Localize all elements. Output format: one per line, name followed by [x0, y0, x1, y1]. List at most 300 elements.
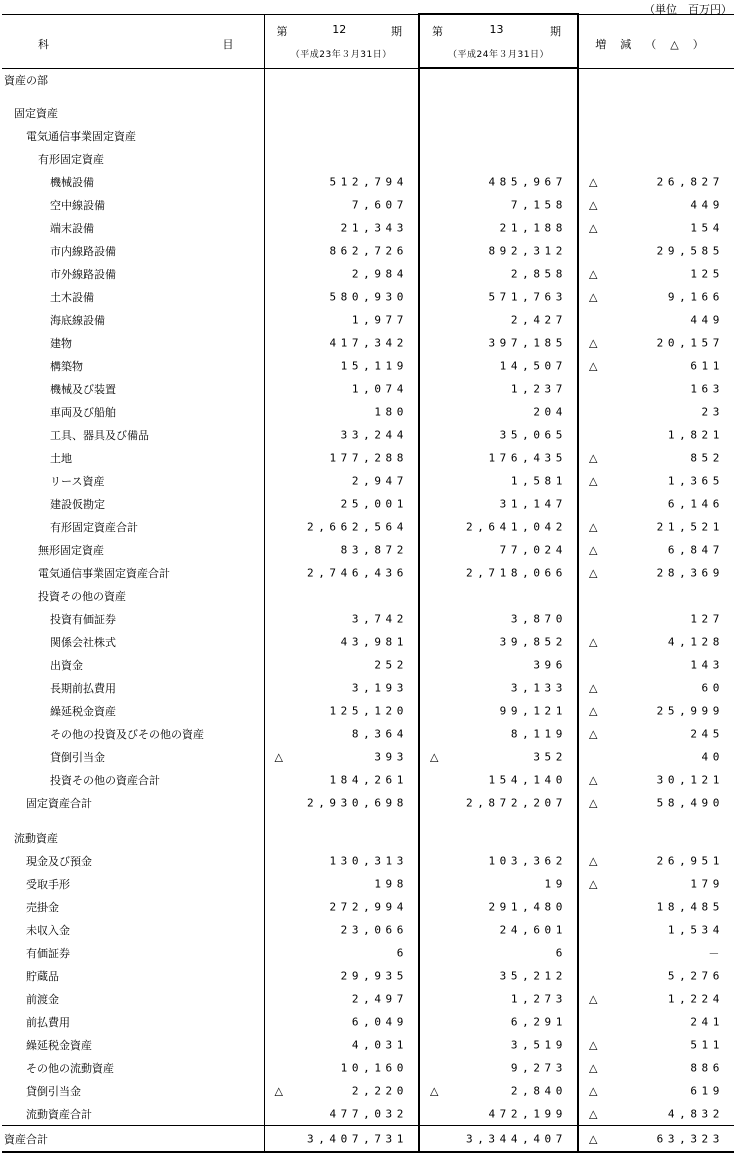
- spacer-cell: [264, 92, 419, 101]
- negative-mark: △: [589, 566, 598, 579]
- cell-value: 2,427: [510, 313, 567, 326]
- cell-value: 19: [544, 877, 567, 890]
- row-label: [2, 193, 264, 216]
- table-row: [2, 124, 734, 147]
- change-value: [578, 791, 734, 814]
- row-label: [2, 918, 264, 941]
- table-row: [2, 987, 734, 1010]
- cell-value: 291,480: [488, 900, 567, 913]
- change-value: [578, 124, 734, 147]
- change-value: [578, 147, 734, 170]
- period-12-value: [264, 285, 419, 308]
- cell-value: 143: [690, 658, 724, 671]
- negative-mark: △: [589, 267, 598, 280]
- cell-value: 6,146: [667, 497, 724, 510]
- spacer-cell: [578, 814, 734, 826]
- change-value: [578, 1102, 734, 1126]
- row-label-text: 未収入金: [26, 923, 70, 937]
- change-value: [578, 1010, 734, 1033]
- table-row: [2, 492, 734, 515]
- row-label-text: 固定資産: [14, 106, 58, 120]
- total-row: [2, 1126, 734, 1153]
- table-row: [2, 354, 734, 377]
- cell-value: 176,435: [488, 451, 567, 464]
- row-label-text: 電気通信事業固定資産合計: [38, 566, 170, 580]
- cell-value: 179: [690, 877, 724, 890]
- period-13-value: [419, 377, 578, 400]
- row-label-text: 貸倒引当金: [26, 1084, 81, 1098]
- period-12-value: [264, 515, 419, 538]
- row-label-text: 固定資産合計: [26, 796, 92, 810]
- row-label-text: 海底線設備: [50, 313, 105, 327]
- cell-value: 3,407,731: [306, 1132, 408, 1145]
- row-label-text: 建物: [50, 336, 72, 350]
- period-13-value: [419, 1079, 578, 1102]
- total-period-12: [264, 1126, 419, 1153]
- header-row: [2, 14, 734, 68]
- period-12-value: [264, 446, 419, 469]
- cell-value: 60: [701, 681, 724, 694]
- spacer-cell: [264, 814, 419, 826]
- balance-sheet-table: [2, 13, 734, 1153]
- period-12-value: [264, 1010, 419, 1033]
- total-label-text: 資産合計: [4, 1132, 48, 1146]
- change-value: [578, 607, 734, 630]
- spacer-cell: [419, 92, 578, 101]
- period-12-value: [264, 791, 419, 814]
- period-12-value: [264, 561, 419, 584]
- row-label: [2, 849, 264, 872]
- p13-date: （平成24年３月31日）: [448, 50, 549, 60]
- change-value: [578, 377, 734, 400]
- change-value: [578, 584, 734, 607]
- cell-value: 4,832: [667, 1107, 724, 1120]
- cell-value: 21,521: [656, 520, 724, 533]
- table-row: [2, 676, 734, 699]
- cell-value: 241: [690, 1015, 724, 1028]
- period-12-value: [264, 849, 419, 872]
- row-label: [2, 68, 264, 92]
- period-12-value: [264, 538, 419, 561]
- change-value: [578, 676, 734, 699]
- cell-value: 272,994: [329, 900, 408, 913]
- cell-value: 184,261: [329, 773, 408, 786]
- table-row: [2, 849, 734, 872]
- row-label: [2, 987, 264, 1010]
- table-row: [2, 262, 734, 285]
- table-row: [2, 1102, 734, 1126]
- period-13-value: [419, 918, 578, 941]
- negative-mark: △: [589, 1061, 598, 1074]
- negative-mark: △: [589, 854, 598, 867]
- negative-mark: △: [589, 221, 598, 234]
- table-row: [2, 584, 734, 607]
- table-row: [2, 1056, 734, 1079]
- p13-ki: 期: [550, 25, 561, 38]
- cell-value: 611: [690, 359, 724, 372]
- cell-value: 352: [533, 750, 567, 763]
- cell-value: 396: [533, 658, 567, 671]
- period-13-value: [419, 446, 578, 469]
- cell-value: 2,947: [351, 474, 408, 487]
- row-label: [2, 262, 264, 285]
- cell-value: 2,718,066: [465, 566, 567, 579]
- period-13-value: [419, 354, 578, 377]
- period-13-value: [419, 791, 578, 814]
- row-label-text: 出資金: [50, 658, 83, 672]
- cell-value: 5,276: [667, 969, 724, 982]
- negative-mark: △: [589, 1038, 598, 1051]
- cell-value: 58,490: [656, 796, 724, 809]
- row-label-text: 空中線設備: [50, 198, 105, 212]
- row-label-text: その他の投資及びその他の資産: [50, 727, 204, 741]
- change-value: [578, 872, 734, 895]
- cell-value: 180: [374, 405, 408, 418]
- total-label: [2, 1126, 264, 1153]
- table-row: [2, 653, 734, 676]
- cell-value: 29,585: [656, 244, 724, 257]
- period-13-value: [419, 895, 578, 918]
- table-row: [2, 630, 734, 653]
- change-value: [578, 630, 734, 653]
- table-row: [2, 561, 734, 584]
- period-12-value: [264, 377, 419, 400]
- row-label: [2, 826, 264, 849]
- period-13-value: [419, 1102, 578, 1126]
- period-12-value: [264, 68, 419, 92]
- change-value: [578, 400, 734, 423]
- cell-value: 245: [690, 727, 724, 740]
- cell-value: 15,119: [340, 359, 408, 372]
- cell-value: 2,662,564: [306, 520, 408, 533]
- row-label: [2, 354, 264, 377]
- cell-value: 21,343: [340, 221, 408, 234]
- row-label-text: 無形固定資産: [38, 543, 104, 557]
- row-label: [2, 101, 264, 124]
- row-label-text: 有形固定資産: [38, 152, 104, 166]
- cell-value: 3,742: [351, 612, 408, 625]
- change-value: [578, 1033, 734, 1056]
- negative-mark: △: [589, 336, 598, 349]
- table-row: [2, 1079, 734, 1102]
- cell-value: 6,291: [510, 1015, 567, 1028]
- row-label-text: 前払費用: [26, 1015, 70, 1029]
- cell-value: 130,313: [329, 854, 408, 867]
- row-label: [2, 147, 264, 170]
- change-value: [578, 826, 734, 849]
- period-13-value: [419, 492, 578, 515]
- cell-value: 7,607: [351, 198, 408, 211]
- row-label-text: 流動資産: [14, 831, 58, 845]
- change-value: [578, 768, 734, 791]
- table-row: [2, 423, 734, 446]
- period-12-value: [264, 1056, 419, 1079]
- table-row: [2, 1033, 734, 1056]
- period-13-value: [419, 1056, 578, 1079]
- negative-mark: △: [589, 543, 598, 556]
- period-12-value: [264, 147, 419, 170]
- row-label: [2, 768, 264, 791]
- row-label: [2, 423, 264, 446]
- cell-value: 580,930: [329, 290, 408, 303]
- cell-value: 862,726: [329, 244, 408, 257]
- cell-value: 6,847: [667, 543, 724, 556]
- change-value: [578, 964, 734, 987]
- table-row: [2, 745, 734, 768]
- row-label-text: 機械及び装置: [50, 382, 116, 396]
- negative-mark: △: [589, 635, 598, 648]
- cell-value: 26,951: [656, 854, 724, 867]
- cell-value: 25,001: [340, 497, 408, 510]
- negative-mark: △: [589, 1084, 598, 1097]
- cell-value: 8,364: [351, 727, 408, 740]
- row-label: [2, 722, 264, 745]
- cell-value: 2,497: [351, 992, 408, 1005]
- period-13-value: [419, 630, 578, 653]
- period-13-value: [419, 147, 578, 170]
- table-row: [2, 607, 734, 630]
- cell-value: 1,581: [510, 474, 567, 487]
- table-row: [2, 814, 734, 826]
- period-13-value: [419, 285, 578, 308]
- period-13-value: [419, 331, 578, 354]
- row-label: [2, 492, 264, 515]
- row-label: [2, 1033, 264, 1056]
- change-value: [578, 745, 734, 768]
- period-12-value: [264, 653, 419, 676]
- period-12-value: [264, 308, 419, 331]
- row-label: [2, 377, 264, 400]
- table-row: [2, 170, 734, 193]
- period-12-value: [264, 1102, 419, 1126]
- period-12-value: [264, 964, 419, 987]
- period-12-value: [264, 872, 419, 895]
- cell-value: 6: [396, 946, 408, 959]
- p12-dai: 第: [276, 24, 288, 38]
- table-row: [2, 941, 734, 964]
- period-12-value: [264, 768, 419, 791]
- cell-value: 3,133: [510, 681, 567, 694]
- row-label-text: 繰延税金資産: [26, 1038, 92, 1052]
- cell-value: 23: [701, 405, 724, 418]
- row-label-text: 端末設備: [50, 221, 94, 235]
- row-label: [2, 1079, 264, 1102]
- cell-value: 892,312: [488, 244, 567, 257]
- period-12-value: [264, 101, 419, 124]
- cell-value: 9,273: [510, 1061, 567, 1074]
- row-label: [2, 630, 264, 653]
- cell-value: 9,166: [667, 290, 724, 303]
- row-label: [2, 331, 264, 354]
- cell-value: 2,858: [510, 267, 567, 280]
- table-row: [2, 331, 734, 354]
- cell-value: 2,984: [351, 267, 408, 280]
- spacer-cell: [419, 814, 578, 826]
- negative-mark: △: [589, 877, 598, 890]
- cell-value: 8,119: [510, 727, 567, 740]
- row-label: [2, 872, 264, 895]
- cell-value: 35,212: [499, 969, 567, 982]
- period-13-value: [419, 515, 578, 538]
- period-13-value: [419, 653, 578, 676]
- cell-value: 472,199: [488, 1107, 567, 1120]
- cell-value: 1,273: [510, 992, 567, 1005]
- table-row: [2, 1010, 734, 1033]
- cell-value: 14,507: [499, 359, 567, 372]
- cell-value: 39,852: [499, 635, 567, 648]
- cell-value: 125: [690, 267, 724, 280]
- row-label-text: 前渡金: [26, 992, 59, 1006]
- row-label-text: 流動資産合計: [26, 1107, 92, 1121]
- table-row: [2, 918, 734, 941]
- row-label-text: 車両及び船舶: [50, 405, 116, 419]
- row-label: [2, 170, 264, 193]
- row-label: [2, 469, 264, 492]
- period-12-value: [264, 630, 419, 653]
- cell-value: 23,066: [340, 923, 408, 936]
- period-12-value: [264, 918, 419, 941]
- row-label-text: 機械設備: [50, 175, 94, 189]
- period-12-value: [264, 1033, 419, 1056]
- period-13-value: [419, 849, 578, 872]
- row-label-text: 工具、器具及び備品: [50, 428, 149, 442]
- cell-value: 2,220: [351, 1084, 408, 1097]
- period-12-value: [264, 492, 419, 515]
- row-label: [2, 216, 264, 239]
- cell-value: 33,244: [340, 428, 408, 441]
- negative-mark: △: [589, 681, 598, 694]
- cell-value: 1,534: [667, 923, 724, 936]
- period-12-value: [264, 193, 419, 216]
- period-13-value: [419, 262, 578, 285]
- period-12-value: [264, 400, 419, 423]
- change-value: [578, 515, 734, 538]
- negative-mark: △: [589, 451, 598, 464]
- table-row: [2, 538, 734, 561]
- row-label-text: 繰延税金資産: [50, 704, 116, 718]
- row-label: [2, 239, 264, 262]
- cell-value: 198: [374, 877, 408, 890]
- table-row: [2, 515, 734, 538]
- cell-value: 125,120: [329, 704, 408, 717]
- cell-value: 63,323: [656, 1132, 724, 1145]
- period-13-value: [419, 170, 578, 193]
- spacer-cell: [2, 814, 264, 826]
- cell-value: 397,185: [488, 336, 567, 349]
- negative-mark: △: [589, 175, 598, 188]
- table-row: [2, 377, 734, 400]
- change-value: [578, 492, 734, 515]
- cell-value: 154: [690, 221, 724, 234]
- total-change: [578, 1126, 734, 1153]
- row-label: [2, 895, 264, 918]
- table-row: [2, 699, 734, 722]
- change-value: [578, 722, 734, 745]
- period-13-value: [419, 101, 578, 124]
- period-13-value: [419, 872, 578, 895]
- row-label-text: 売掛金: [26, 900, 59, 914]
- change-value: [578, 446, 734, 469]
- period-12-value: [264, 262, 419, 285]
- period-12-value: [264, 584, 419, 607]
- change-label: 増減（△）: [595, 37, 718, 51]
- p13-dai: 第: [432, 25, 443, 38]
- cell-value: 30,121: [656, 773, 724, 786]
- negative-mark: △: [430, 1084, 439, 1097]
- table-row: [2, 101, 734, 124]
- table-row: [2, 768, 734, 791]
- spacer-cell: [578, 92, 734, 101]
- change-value: [578, 239, 734, 262]
- row-label: [2, 699, 264, 722]
- period-12-value: [264, 1079, 419, 1102]
- negative-mark: △: [274, 750, 283, 763]
- cell-value: 449: [690, 198, 724, 211]
- table-row: [2, 285, 734, 308]
- row-label-text: 資産の部: [4, 74, 48, 88]
- change-value: [578, 354, 734, 377]
- period-12-value: [264, 216, 419, 239]
- period-12-value: [264, 170, 419, 193]
- cell-value: 35,065: [499, 428, 567, 441]
- negative-mark: △: [589, 727, 598, 740]
- row-label: [2, 745, 264, 768]
- cell-value: 1,365: [667, 474, 724, 487]
- cell-value: 1,237: [510, 382, 567, 395]
- cell-value: 29,935: [340, 969, 408, 982]
- row-label: [2, 607, 264, 630]
- row-label-text: 貯蔵品: [26, 969, 59, 983]
- row-label: [2, 446, 264, 469]
- change-value: [578, 193, 734, 216]
- row-label-text: 関係会社株式: [50, 635, 116, 649]
- subject-left: 科: [38, 37, 49, 51]
- row-label: [2, 964, 264, 987]
- cell-value: 103,362: [488, 854, 567, 867]
- change-value: [578, 941, 734, 964]
- cell-value: 6: [555, 946, 567, 959]
- period-13-value: [419, 68, 578, 92]
- change-value: [578, 331, 734, 354]
- period-13-value: [419, 561, 578, 584]
- negative-mark: △: [589, 290, 598, 303]
- cell-value: －: [708, 946, 724, 960]
- row-label-text: 構築物: [50, 359, 83, 373]
- p12-ki: 期: [391, 24, 402, 38]
- cell-value: 7,158: [510, 198, 567, 211]
- cell-value: 852: [690, 451, 724, 464]
- negative-mark: △: [589, 1132, 598, 1145]
- period-12-value: [264, 895, 419, 918]
- cell-value: 77,024: [499, 543, 567, 556]
- cell-value: 2,840: [510, 1084, 567, 1097]
- period-13-value: [419, 193, 578, 216]
- cell-value: 127: [690, 612, 724, 625]
- cell-value: 512,794: [329, 175, 408, 188]
- row-label-text: 建設仮勘定: [50, 497, 105, 511]
- period-13-value: [419, 584, 578, 607]
- period-12-value: [264, 239, 419, 262]
- row-label-text: 市外線路設備: [50, 267, 116, 281]
- period-13-value: [419, 699, 578, 722]
- period-12-value: [264, 469, 419, 492]
- table-row: [2, 469, 734, 492]
- table-row: [2, 68, 734, 92]
- spacer-cell: [2, 92, 264, 101]
- total-period-13: [419, 1126, 578, 1153]
- row-label: [2, 515, 264, 538]
- row-label: [2, 653, 264, 676]
